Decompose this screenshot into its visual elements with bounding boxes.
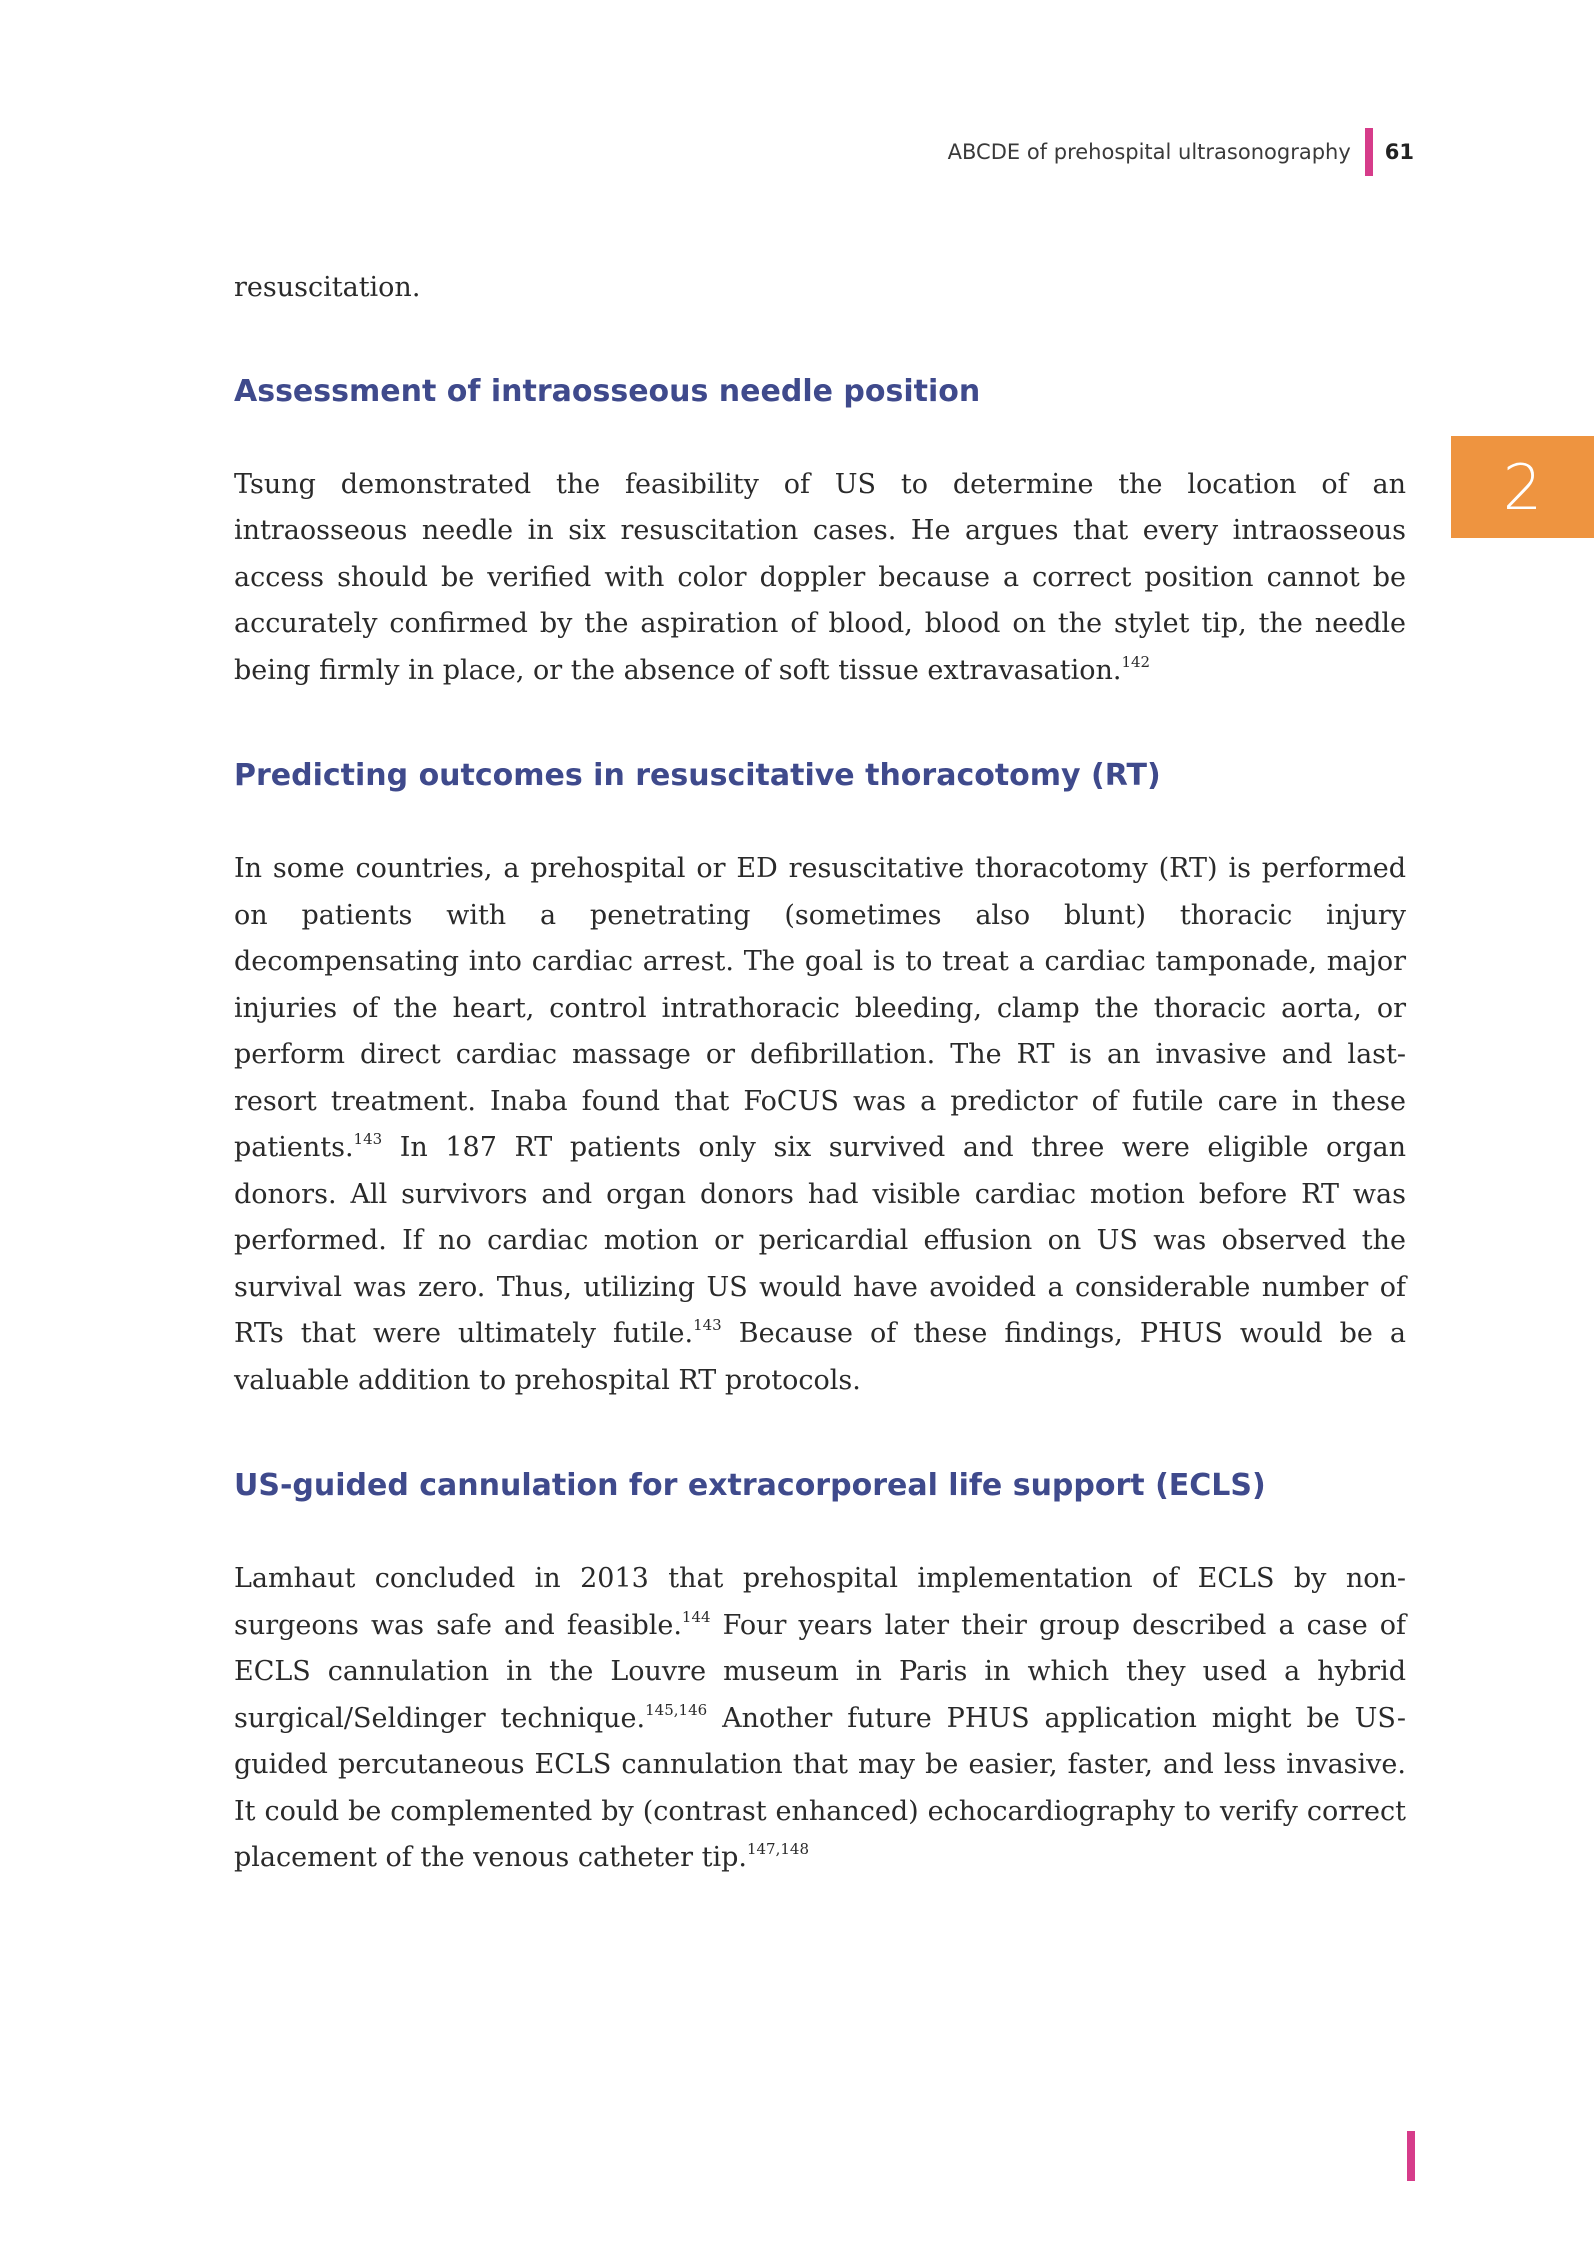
chapter-number: 2	[1502, 450, 1543, 524]
section-body-ecls	[234, 1556, 1406, 1882]
citation-ref: 143	[693, 1316, 722, 1334]
chapter-tab	[1451, 436, 1594, 538]
section-heading-thoracotomy: Predicting outcomes in resuscitative thoracotomy (RT)	[234, 758, 1161, 793]
section-body-thoracotomy	[234, 846, 1406, 1404]
page-content	[234, 265, 1406, 1944]
intro-paragraph: resuscitation.	[234, 272, 421, 303]
citation-ref: 142	[1121, 652, 1151, 671]
paragraph-text: In 187 RT patients only six survived and three were eligible organ donors. All survivors and organ donors had visible cardiac motion before RT was performed. If no cardiac motion or pericardial effusion on US was observed the survival was zero. Thus, utilizing US would have avoided a considerable number of RTs that were ultimately futile.	[234, 1132, 1406, 1349]
running-header	[948, 131, 1414, 173]
paragraph-text: Four years later their group described a case of ECLS cannulation in the Louvre museum in Paris in which they used a hybrid surgical/Seldinger technique.	[234, 1609, 1406, 1734]
page-number: 61	[1384, 140, 1414, 164]
header-accent-bar	[1365, 128, 1373, 176]
citation-ref: 147,148	[746, 1840, 809, 1858]
footer-accent-bar	[1407, 2131, 1415, 2181]
citation-ref: 145,146	[645, 1700, 708, 1719]
paragraph-text: Tsung demonstrated the feasibility of US to determine the location of an intraosseous needle in six resuscitation cases. He argues that every intraosseous access should be verified with color doppler because a correct position cannot be accurately confirmed by the aspiration of blood, blood on the stylet tip, the needle being firmly in place, or the absence of soft tissue extravasation.	[234, 468, 1406, 686]
section-body-intraosseous	[234, 462, 1406, 695]
running-title: ABCDE of prehospital ultrasonography	[947, 140, 1351, 164]
paragraph-text: In some countries, a prehospital or ED resuscitative thoracotomy (RT) is performed on patients with a penetrating (sometimes also blunt) thoracic injury decompensating into cardiac arrest. The goal is to treat a cardiac tamponade, major injuries of the heart, control intrathoracic bleeding, clamp the thoracic aorta, or perform direct cardiac massage or defibrillation. The RT is an invasive and last-resort treatment. Inaba found that FoCUS was a predictor of futile care in these patients.	[234, 853, 1406, 1163]
citation-ref: 143	[353, 1130, 383, 1148]
paragraph-text: Another future PHUS application might be US-guided percutaneous ECLS cannulation that may be easier, faster, and less invasive. It could be complemented by (contrast enhanced) echocardiography to verify correct placement of the venous catheter tip.	[234, 1702, 1406, 1873]
citation-ref: 144	[681, 1607, 711, 1626]
section-heading-ecls: US-guided cannulation for extracorporeal life support (ECLS)	[234, 1468, 1266, 1503]
paragraph-text: Because of these findings, PHUS would be a valuable addition to prehospital RT protocols.	[234, 1318, 1406, 1396]
section-heading-intraosseous: Assessment of intraosseous needle position	[234, 373, 981, 409]
paragraph-text: Lamhaut concluded in 2013 that prehospital implementation of ECLS by non-surgeons was safe and feasible.	[234, 1563, 1406, 1641]
